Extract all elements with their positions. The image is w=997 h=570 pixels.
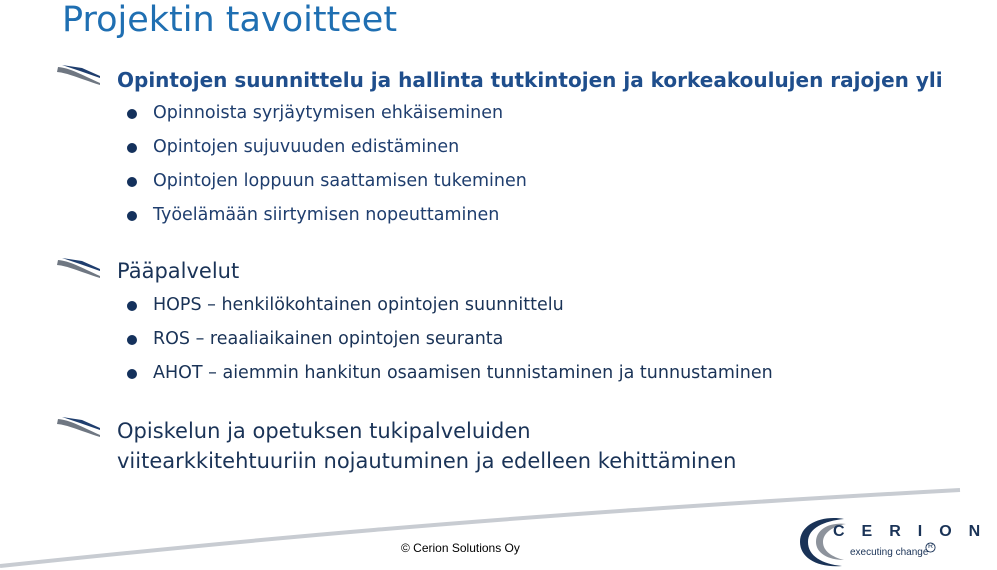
list-item: HOPS – henkilökohtainen opintojen suunnittelu [153,295,564,315]
list-item: Opintojen sujuvuuden edistäminen [153,137,460,157]
heading-line: Opiskelun ja opetuksen tukipalveluiden [117,419,531,443]
registered-letter: R [928,543,934,550]
list-item: Työelämään siirtymisen nopeuttaminen [153,205,500,225]
section-heading-goals: Opintojen suunnittelu ja hallinta tutkintojen ja korkeakoulujen rajojen yli [117,68,943,92]
registered-mark [925,542,936,555]
section-heading-main-services: Pääpalvelut [117,259,240,283]
list-item: ROS – reaaliaikainen opintojen seuranta [153,329,504,349]
cerion-logo [796,516,997,570]
heading-line: viitearkkitehtuuriin nojautuminen ja edelleen kehittäminen [117,449,737,473]
list-item: Opintojen loppuun saattamisen tukeminen [153,171,527,191]
slide-title: Projektin tavoitteet [62,0,398,40]
list-item: AHOT – aiemmin hankitun osaamisen tunnistaminen ja tunnustaminen [153,363,773,383]
list-item: Opinnoista syrjäytymisen ehkäiseminen [153,103,504,123]
copyright-text: © Cerion Solutions Oy [401,541,520,555]
logo-wordmark: CERION [833,523,997,540]
logo-tagline: executing change [850,547,929,558]
